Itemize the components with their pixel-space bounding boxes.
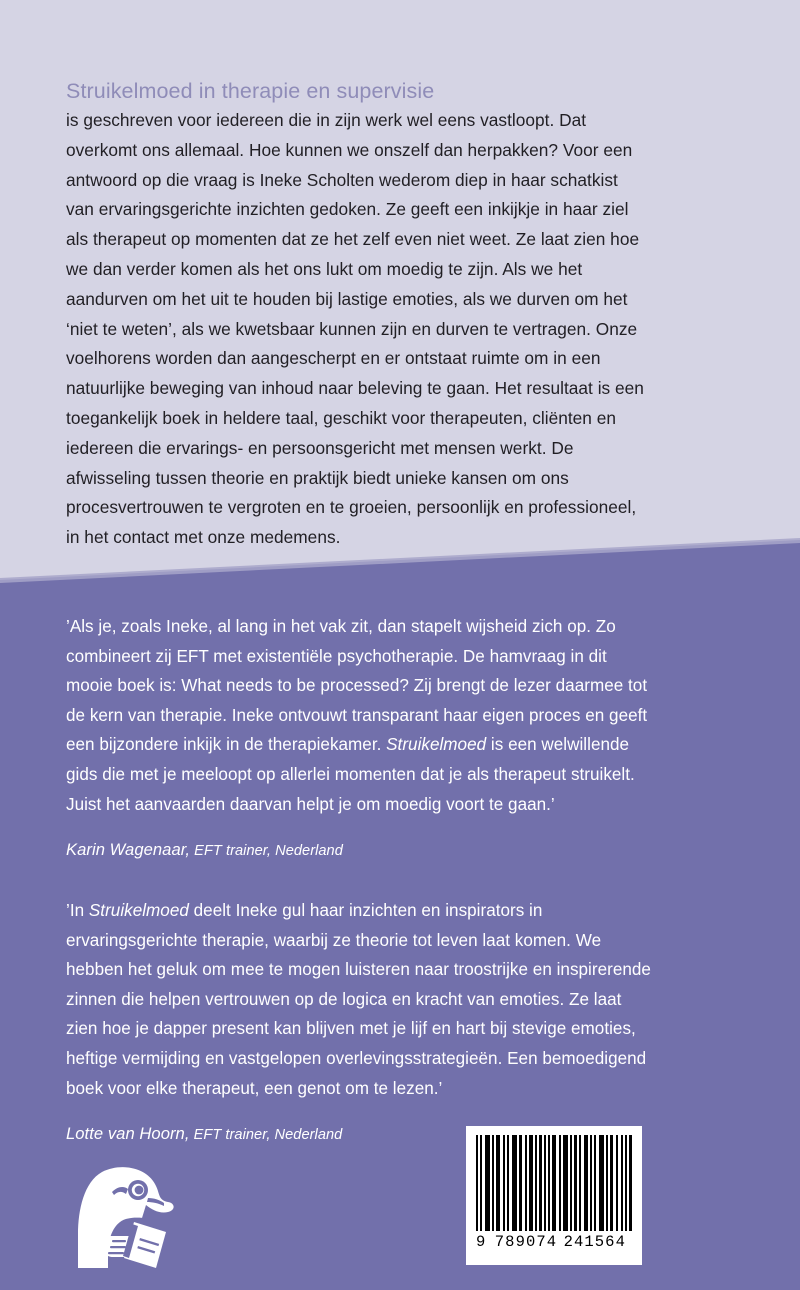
quote-2-text-part-1: ’In [66,901,89,920]
barcode-digit-group-middle: 789074 [494,1233,558,1251]
quote-1-attribution [66,839,656,862]
quote-2-text-part-2: deelt Ineke gul haar inzichten en inspirators in ervaringsgerichte therapie, waarbij ze theorie tot leven laat komen. We hebben het geluk om mee te mogen luisteren naar troostrijke en inspirerende zinnen die helpen vertrouwen op de logica en kracht van emoties. Ze laat zien hoe je dapper present kan blijven met je lijf en hart bij stevige emoties, heftige vermijding en vastgelopen overlevingsstrategieën. Een bemoedigend boek voor elke therapeut, een genot om te lezen.’ [66,901,651,1098]
review-quote-1 [66,612,656,862]
barcode-digit-group-right: 241564 [563,1233,626,1251]
publisher-logo [72,1158,180,1268]
review-quote-2 [66,896,656,1146]
barcode-digit-group-left: 9 [476,1233,487,1251]
blurb-body-text: is geschreven voor iedereen die in zijn werk wel eens vastloopt. Dat overkomt ons allemaal. Hoe kunnen we onszelf dan herpakken? Voor een antwoord op die vraag is Ineke Scholten wederom diep in haar schatkist van ervaringsgerichte inzichten gedoken. Ze geeft een inkijkje in haar ziel als therapeut op momenten dat ze het zelf even niet weet. Ze laat zien hoe we dan verder komen als het ons lukt om moedig te zijn. Als we het aandurven om het uit te houden bij lastige emoties, als we durven om het ‘niet te weten’, als we kwetsbaar kunnen zijn en durven te vertragen. Onze voelhorens worden dan aangescherpt en er ontstaat ruimte om in een natuurlijke beweging van inhoud naar beleving te gaan. Het resultaat is een toegankelijk boek in heldere taal, geschikt voor therapeuten, cliënten en iedereen die ervarings- en persoonsgericht met mensen werkt. De afwisseling tussen theorie en praktijk biedt unieke kansen om ons procesvertrouwen te vergroten en te groeien, persoonlijk en professioneel, in het contact met onze medemens. [66,110,644,548]
quote-1-attribution-role: EFT trainer, Nederland [190,843,343,860]
quote-1-text-part-2: is een welwillende gids die met je meeloopt op allerlei momenten dat je als therapeut struikelt. Juist het aanvaarden daarvan helpt je om moedig voort te gaan.’ [66,735,635,814]
barcode-bars [476,1135,632,1231]
quote-1-attribution-name: Karin Wagenaar, [66,840,191,860]
mole-reading-book-icon [72,1158,180,1268]
quote-2-text [66,896,656,1103]
quote-1-text-part-1: ’Als je, zoals Ineke, al lang in het vak zit, dan stapelt wijsheid zich op. Zo combineert zij EFT met existentiële psychotherapie. De hamvraag in dit mooie boek is: What needs to be processed? Zij brengt de lezer daarmee tot de kern van therapie. Ineke ontvouwt transparant haar eigen proces en geeft een bijzondere inkijk in de therapiekamer. [66,617,648,755]
blurb-title: Struikelmoed in therapie en supervisie [66,79,435,103]
blurb-section [66,76,646,553]
quote-2-attribution-name: Lotte van Hoorn, [66,1124,190,1144]
quote-2-attribution-role: EFT trainer, Nederland [189,1127,343,1144]
quote-1-text [66,612,656,819]
quote-2-book-title: Struikelmoed [88,901,189,920]
quote-1-book-title: Struikelmoed [386,735,487,755]
blurb-paragraph [66,76,646,553]
barcode-digits [476,1233,632,1251]
isbn-barcode [466,1126,642,1265]
